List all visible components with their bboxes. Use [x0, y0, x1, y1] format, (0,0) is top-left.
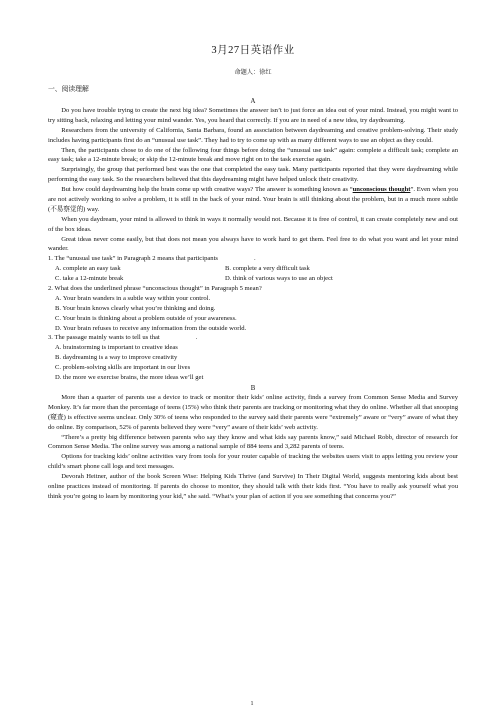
- paragraph-5-end: ”. Even when you are not actively working to solve a problem, it is still in the back of your mind. Your brain is still thinking about the problem, but in a much more subtle (不易察觉的) way.: [48, 186, 459, 213]
- page-title: 3月27日英语作业: [211, 45, 295, 56]
- option-1c: C. take a 12-minute break: [55, 275, 124, 283]
- passage-a-paragraph-1: Do you have trouble trying to create the next big idea? Sometimes the answer isn’t to just force an idea out of your mind. Instead, you might want to try sitting back, relaxing and letting your mind wander. Yes, you heard that correctly. If you are in need of a new idea, try daydreaming.: [48, 107, 458, 124]
- paragraph-5-start: But how could daydreaming help the brain come up with creative ways? The answer is something known as “: [61, 186, 353, 194]
- question-2: 2. What does the underlined phrase “unconscious thought” in Paragraph 5 mean?: [48, 285, 262, 293]
- option-3a: A. brainstorming is important to creative ideas: [55, 344, 178, 352]
- question-1-options-row-2: [48, 274, 458, 284]
- passage-a-paragraph-5: [48, 185, 458, 215]
- option-1b: B. complete a very difficult task: [225, 265, 310, 273]
- passage-a-paragraph-3: Then, the participants chose to do one of the following four things before doing the “unusual use task” again: complete a difficult task; complete an easy task; take a 12-minute break; or skip the 12-minute break and move right on to the task exercise again.: [48, 146, 458, 164]
- question-1: 1. The “unusual use task” in Paragraph 2 means that participants .: [48, 255, 256, 263]
- option-3d: D. the more we exercise brains, the more ideas we’ll get: [55, 374, 204, 382]
- underlined-phrase: unconscious thought: [352, 186, 411, 194]
- passage-a-paragraph-7: Great ideas never come easily, but that does not mean you always have to work hard to get them. Feel free to do what you want and let your mind wander.: [48, 235, 458, 253]
- passage-b-paragraph-2: “There’s a pretty big difference between parents who say they know and what kids say parents know,” said Michael Robb, director of research for Common Sense Media. The online survey was among a national sample of 884 teens and 3,282 parents of teens.: [48, 433, 458, 451]
- question-3: 3. The passage mainly wants to tell us that .: [48, 334, 198, 342]
- question-1-options-row-1: [48, 264, 458, 274]
- passage-a-paragraph-2: Researchers from the university of California, Santa Barbara, found an association between daydreaming and creative problem-solving. Their study includes having participants first do an “unusual use task”. They had to try to come up with as many different ways to use an object as they could.: [48, 126, 458, 144]
- option-1a: A. complete an easy task: [55, 265, 121, 273]
- passage-a-paragraph-6: When you daydream, your mind is allowed to think in ways it normally would not. Because it is free of control, it can create completely new and out of the box ideas.: [48, 215, 458, 233]
- document-page: [48, 42, 458, 502]
- section-heading: 一、阅读理解: [48, 86, 89, 93]
- passage-a-paragraph-4: Surprisingly, the group that performed best was the one that completed the easy task. Many participants reported that they were daydreaming while performing the easy task. So the researchers believed that this daydreaming might have helped unlock their creativity.: [48, 166, 458, 184]
- option-2a: A. Your brain wanders in a subtle way within your control.: [55, 294, 211, 302]
- option-1d: D. think of various ways to use an object: [225, 275, 333, 283]
- passage-a-label: A: [250, 98, 256, 105]
- option-3c: C. problem-solving skills are important in our lives: [55, 364, 191, 372]
- author-line: 命题人：徐红: [234, 69, 272, 76]
- option-2c: C. Your brain is thinking about a problem outside of your awareness.: [55, 314, 237, 322]
- passage-b-label: B: [250, 384, 256, 392]
- passage-b-paragraph-1: More than a quarter of parents use a device to track or monitor their kids’ online activity, finds a survey from Common Sense Media and Survey Monkey. It’s far more than the percentage of teens (15%) who think their parents are tracking or monitoring what they do online. Whether all that snooping (窥查) is effective seems unclear. Only 30% of teens who responded to the survey said their parents were “extremely” aware or “very” aware of what they do online. By comparison, 52% of parents believed they were “very” aware of their kids’ web activity.: [48, 393, 458, 431]
- option-2d: D. Your brain refuses to receive any information from the outside world.: [55, 324, 247, 332]
- page-number: 1: [250, 701, 254, 707]
- passage-b-paragraph-4: Devorah Heitner, author of the book Screen Wise: Helping Kids Thrive (and Survive) In Their Digital World, suggests mentoring kids about best online practices instead of monitoring. If parents do choose to monitor, they should talk with their kids first. “You have to really ask yourself what you think you’re going to learn by monitoring your kid,” she said. “What’s your plan of action if you see something that concerns you?”: [48, 473, 458, 500]
- option-2b: B. Your brain knows clearly what you’re thinking and doing.: [55, 304, 216, 312]
- passage-b-paragraph-3: Options for tracking kids’ online activities vary from tools for your router capable of tracking the websites users visit to apps letting you review your child’s smart phone call logs and text messages.: [48, 453, 458, 471]
- option-3b: B. daydreaming is a way to improve creativity: [55, 354, 178, 362]
